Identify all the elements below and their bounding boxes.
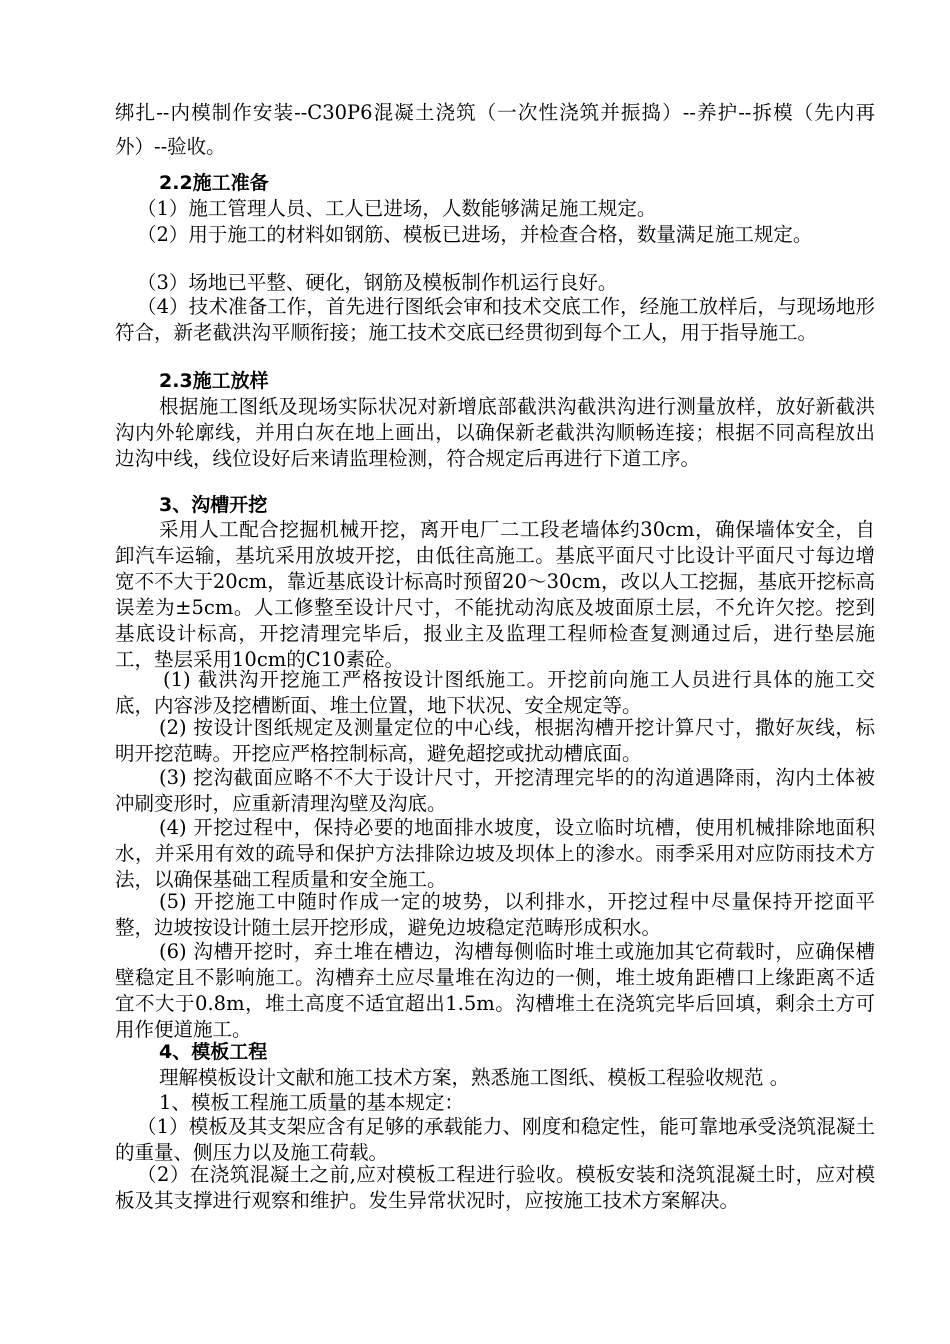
paragraph-prep-4: （4）技术准备工作，首先进行图纸会审和技术交底工作，经施工放样后，与现场地形符合，新老截洪沟平顺衔接；施工技术交底已经贯彻到每个工人，用于指导施工。 bbox=[115, 295, 875, 344]
paragraph-excavation-1: (1) 截洪沟开挖施工严格按设计图纸施工。开挖前向施工人员进行具体的施工交底，内容涉及挖槽断面、堆土位置，地下状况、安全规定等。 bbox=[115, 668, 875, 717]
paragraph-excavation-6: (6) 沟槽开挖时，弃土堆在槽边，沟槽每侧临时堆土或施加其它荷载时，应确保槽壁稳定且不影响施工。沟槽弃土应尽量堆在沟边的一侧，堆土坡角距槽口上缘距离不适宜不大于0.8m，堆土高度不适宜超出1.5m。沟槽堆土在浇筑完毕后回填，剩余土方可用作便道施工。 bbox=[115, 940, 875, 1041]
paragraph-excavation-4: (4) 开挖过程中，保持必要的地面排水坡度，设立临时坑槽，使用机械排除地面积水，并采用有效的疏导和保护方法排除边坡及坝体上的渗水。雨季采用对应防雨技术方法，以确保基础工程质量和安全施工。 bbox=[115, 816, 875, 891]
paragraph-prep-2: （2）用于施工的材料如钢筋、模板已进场，并检查合格，数量满足施工规定。 bbox=[137, 223, 813, 246]
heading-4: 4、模板工程 bbox=[159, 1041, 268, 1063]
paragraph-excavation-2: (2) 按设计图纸规定及测量定位的中心线，根据沟槽开挖计算尺寸，撒好灰线，标明开挖范畴。开挖应严格控制标高，避免超挖或扰动槽底面。 bbox=[115, 716, 875, 765]
paragraph-excavation: 采用人工配合挖掘机械开挖，离开电厂二工段老墙体约30cm，确保墙体安全，自卸汽车运输，基坑采用放坡开挖，由低往高施工。基底平面尺寸比设计平面尺寸每边增宽不不大于20cm，靠近基底设计标高时预留20～30cm，改以人工挖掘，基底开挖标高误差为±5cm。人工修整至设计尺寸，不能扰动沟底及坡面原土层，不允许欠挖。挖到基底设计标高，开挖清理完毕后，报业主及监理工程师检查复测通过后，进行垫层施工，垫层采用10cm的C10素砼。 bbox=[115, 518, 875, 671]
heading-3: 3、沟槽开挖 bbox=[159, 494, 268, 516]
paragraph-prep-3: （3）场地已平整、硬化，钢筋及模板制作机运行良好。 bbox=[137, 271, 618, 294]
paragraph-formwork-rules: 1、模板工程施工质量的基本规定： bbox=[159, 1091, 464, 1114]
paragraph-formwork-intro: 理解模板设计文献和施工技术方案，熟悉施工图纸、模板工程验收规范 。 bbox=[159, 1066, 790, 1089]
paragraph-process-flow: 绑扎--内模制作安装--C30P6混凝土浇筑（一次性浇筑并振捣）--养护--拆模（先内再外）--验收。 bbox=[115, 101, 875, 158]
paragraph-layout: 根据施工图纸及现场实际状况对新增底部截洪沟截洪沟进行测量放样，放好新截洪沟内外轮廓线，并用白灰在地上画出，以确保新老截洪沟顺畅连接；根据不同高程放出边沟中线，线位设好后来请监理检测，符合规定后再进行下道工序。 bbox=[115, 395, 875, 470]
paragraph-formwork-1: （1）模板及其支架应含有足够的承载能力、刚度和稳定性，能可靠地承受浇筑混凝土的重量、侧压力以及施工荷载。 bbox=[115, 1115, 875, 1164]
heading-2-3: 2.3施工放样 bbox=[159, 370, 269, 392]
paragraph-prep-1: （1）施工管理人员、工人已进场，人数能够满足施工规定。 bbox=[137, 197, 657, 220]
paragraph-formwork-2: （2）在浇筑混凝土之前,应对模板工程进行验收。模板安装和浇筑混凝土时，应对模板及其支撑进行观察和维护。发生异常状况时，应按施工技术方案解决。 bbox=[115, 1163, 875, 1212]
heading-2-2: 2.2施工准备 bbox=[159, 172, 269, 194]
paragraph-excavation-3: (3) 挖沟截面应略不不大于设计尺寸，开挖清理完毕的的沟道遇降雨，沟内土体被冲刷变形时，应重新清理沟壁及沟底。 bbox=[115, 766, 875, 815]
paragraph-excavation-5: (5) 开挖施工中随时作成一定的坡势，以利排水，开挖过程中尽量保持开挖面平整，边坡按设计随土层开挖形成，避免边坡稳定范畴形成积水。 bbox=[115, 890, 875, 939]
